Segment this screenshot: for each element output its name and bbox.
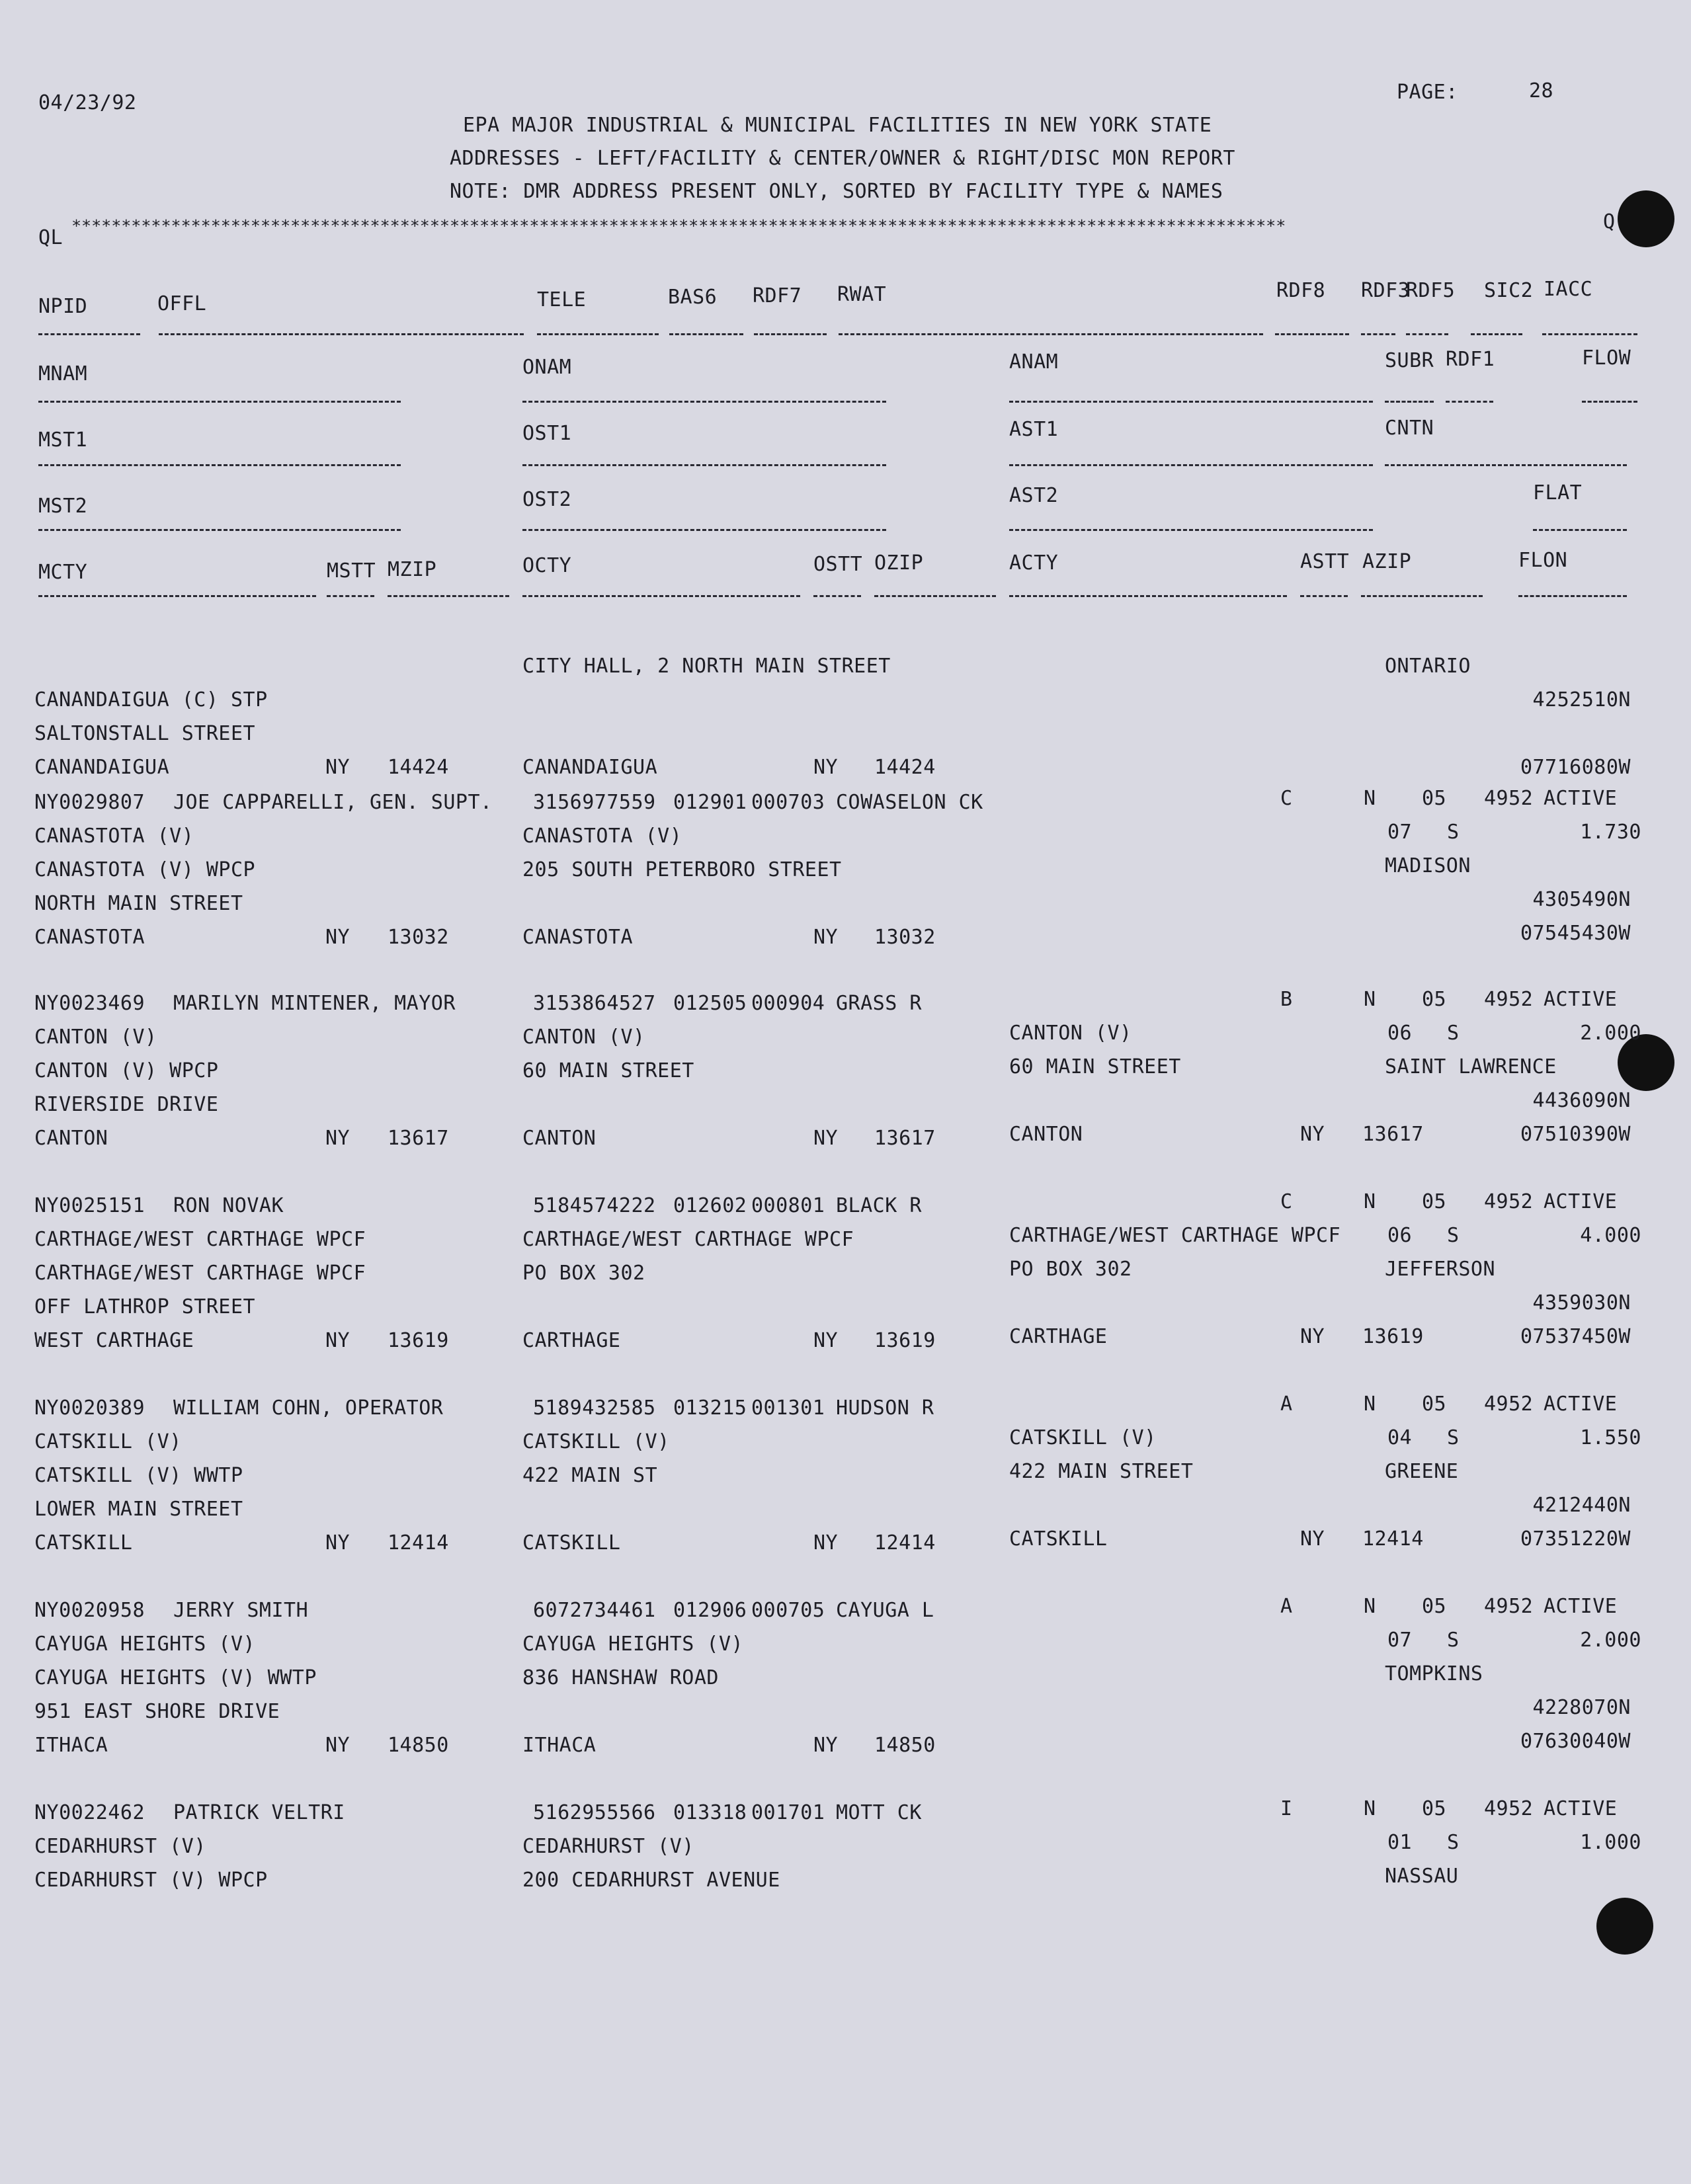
record-field-ostt: NY	[813, 926, 839, 949]
record-field-ostt: NY	[813, 1734, 839, 1757]
record-field-npid: NY0025151	[34, 1194, 145, 1217]
column-header-mnam: MNAM	[38, 362, 88, 385]
column-header-subr: SUBR	[1385, 349, 1434, 372]
header-underline-rule	[1533, 529, 1627, 531]
record-field-mzip: 13032	[388, 926, 449, 949]
column-header-onam: ONAM	[522, 356, 572, 379]
record-field-mcty: ITHACA	[34, 1734, 108, 1757]
header-underline-rule	[1406, 333, 1448, 335]
record-field-azip: 13617	[1362, 1123, 1424, 1146]
header-underline-rule	[38, 595, 316, 597]
record-field-mnam: CEDARHURST (V)	[34, 1835, 206, 1858]
report-title-line-2: ADDRESSES - LEFT/FACILITY & CENTER/OWNER & RIGHT/DISC MON REPORT	[450, 147, 1235, 170]
header-underline-rule	[1009, 464, 1373, 466]
record-field-mstt: NY	[325, 756, 351, 779]
record-field-acty: CANTON	[1009, 1123, 1083, 1146]
header-underline-rule	[1385, 464, 1627, 466]
record-field-sic2: 4952	[1484, 1190, 1534, 1213]
header-underline-rule	[388, 595, 509, 597]
record-field-rdf5: 05	[1422, 1393, 1447, 1416]
report-date: 04/23/92	[38, 91, 137, 114]
record-field-onam: CATSKILL (V)	[522, 1430, 670, 1453]
record-field-ozip: 13617	[874, 1127, 936, 1150]
record-field-rdf1: S	[1447, 821, 1460, 844]
record-field-mst2: 951 EAST SHORE DRIVE	[34, 1700, 280, 1723]
record-field-mst2: NORTH MAIN STREET	[34, 892, 243, 915]
header-underline-rule	[1009, 529, 1373, 531]
record-field-iacc: ACTIVE	[1544, 1393, 1618, 1416]
record-field-mst2: LOWER MAIN STREET	[34, 1498, 243, 1521]
record-field-cntn: TOMPKINS	[1385, 1662, 1483, 1685]
header-underline-rule	[1361, 595, 1483, 597]
record-field-rdf8: C	[1280, 1190, 1293, 1213]
column-header-ostt: OSTT	[813, 553, 863, 576]
record-field-rdf7: 001701	[751, 1801, 825, 1824]
record-field-ostt: NY	[813, 1329, 839, 1352]
header-underline-rule	[38, 401, 401, 403]
column-header-flon: FLON	[1518, 549, 1568, 572]
header-underline-rule	[522, 464, 886, 466]
column-header-mcty: MCTY	[38, 561, 88, 584]
record-field-mst1: CAYUGA HEIGHTS (V) WWTP	[34, 1666, 317, 1689]
record-field-mnam: CATSKILL (V)	[34, 1430, 182, 1453]
record-field-bas6: 012901	[673, 791, 747, 814]
ql-star-rule: **************************************************************************************************************************	[71, 216, 1286, 235]
record-field-mstt: NY	[325, 926, 351, 949]
column-header-anam: ANAM	[1009, 350, 1059, 374]
header-underline-rule	[1582, 401, 1637, 403]
record-field-npid: NY0022462	[34, 1801, 145, 1824]
record-field-flon: 07510390W	[1520, 1123, 1631, 1146]
record-field-mstt: NY	[325, 1734, 351, 1757]
record-field-bas6: 013318	[673, 1801, 747, 1824]
record-field-mzip: 13619	[388, 1329, 449, 1352]
record-field-rdf1: S	[1447, 1426, 1460, 1449]
record-field-azip: 13619	[1362, 1325, 1424, 1348]
header-underline-rule	[522, 401, 886, 403]
record-field-iacc: ACTIVE	[1544, 787, 1618, 810]
record-field-mcty: CANANDAIGUA	[34, 756, 170, 779]
record-field-ozip: 13619	[874, 1329, 936, 1352]
record-field-onam: CARTHAGE/WEST CARTHAGE WPCF	[522, 1228, 854, 1251]
record-field-rdf3: N	[1364, 1595, 1376, 1618]
record-field-rdf8: I	[1280, 1797, 1293, 1820]
record-field-tele: 3153864527	[533, 992, 656, 1015]
record-field-tele: 5162955566	[533, 1801, 656, 1824]
record-field-cntn: JEFFERSON	[1385, 1258, 1496, 1281]
record-field-flon: 07351220W	[1520, 1527, 1631, 1551]
header-underline-rule	[38, 464, 401, 466]
record-field-rdf7: 000904	[751, 992, 825, 1015]
punch-hole-top	[1618, 190, 1674, 247]
record-field-flat: 4436090N	[1532, 1089, 1631, 1112]
header-underline-rule	[1446, 401, 1493, 403]
record-field-octy: ITHACA	[522, 1734, 597, 1757]
record-field-flon: 07545430W	[1520, 922, 1631, 945]
record-field-mzip: 12414	[388, 1531, 449, 1555]
record-field-rdf8: A	[1280, 1595, 1293, 1618]
header-underline-rule	[874, 595, 996, 597]
record-field-mst1: CANANDAIGUA (C) STP	[34, 688, 268, 711]
record-field-rdf1: S	[1447, 1022, 1460, 1045]
record-field-rdf7: 000703	[751, 791, 825, 814]
record-field-ozip: 12414	[874, 1531, 936, 1555]
record-field-npid: NY0029807	[34, 791, 145, 814]
column-header-mst1: MST1	[38, 428, 88, 452]
record-field-rdf5: 05	[1422, 1797, 1447, 1820]
record-field-mstt: NY	[325, 1127, 351, 1150]
column-header-flat: FLAT	[1533, 481, 1583, 505]
record-field-flow: 1.730	[1580, 821, 1641, 844]
column-header-offl: OFFL	[157, 292, 207, 315]
header-underline-rule	[38, 333, 140, 335]
record-field-flow: 2.000	[1580, 1022, 1641, 1045]
record-field-subr: 07	[1387, 821, 1413, 844]
column-header-cntn: CNTN	[1385, 417, 1434, 440]
header-underline-rule	[537, 333, 659, 335]
record-field-flat: 4305490N	[1532, 888, 1631, 911]
record-field-cntn: GREENE	[1385, 1460, 1459, 1483]
column-header-ozip: OZIP	[874, 551, 924, 575]
record-field-mcty: WEST CARTHAGE	[34, 1329, 194, 1352]
record-field-astt: NY	[1300, 1123, 1325, 1146]
record-field-subr: 06	[1387, 1022, 1413, 1045]
record-field-mst1: CARTHAGE/WEST CARTHAGE WPCF	[34, 1262, 366, 1285]
record-field-rwat: CAYUGA L	[836, 1599, 934, 1622]
header-underline-rule	[1471, 333, 1522, 335]
record-field-npid: NY0020389	[34, 1396, 145, 1420]
record-field-flat: 4228070N	[1532, 1696, 1631, 1719]
record-field-iacc: ACTIVE	[1544, 1595, 1618, 1618]
record-field-onam: CITY HALL, 2 NORTH MAIN STREET	[522, 655, 891, 678]
record-field-onam: CEDARHURST (V)	[522, 1835, 694, 1858]
record-field-rdf7: 001301	[751, 1396, 825, 1420]
header-underline-rule	[1361, 333, 1395, 335]
record-field-mstt: NY	[325, 1531, 351, 1555]
page-number: 28	[1529, 79, 1554, 102]
record-field-subr: 01	[1387, 1831, 1413, 1854]
record-field-mcty: CATSKILL	[34, 1531, 133, 1555]
record-field-mcty: CANTON	[34, 1127, 108, 1150]
record-field-rdf3: N	[1364, 1393, 1376, 1416]
record-field-bas6: 012906	[673, 1599, 747, 1622]
record-field-ozip: 14850	[874, 1734, 936, 1757]
record-field-rdf3: N	[1364, 1190, 1376, 1213]
record-field-flon: 07630040W	[1520, 1730, 1631, 1753]
punch-hole-bottom	[1596, 1898, 1653, 1955]
record-field-mst1: CEDARHURST (V) WPCP	[34, 1869, 268, 1892]
record-field-rdf1: S	[1447, 1831, 1460, 1854]
record-field-ost1: 836 HANSHAW ROAD	[522, 1666, 719, 1689]
record-field-mnam: CAYUGA HEIGHTS (V)	[34, 1633, 256, 1656]
header-underline-rule	[522, 529, 886, 531]
record-field-rwat: GRASS R	[836, 992, 922, 1015]
record-field-flon: 07537450W	[1520, 1325, 1631, 1348]
record-field-flow: 2.000	[1580, 1629, 1641, 1652]
column-header-rdf5: RDF5	[1406, 279, 1456, 302]
record-field-rdf8: A	[1280, 1393, 1293, 1416]
record-field-onam: CANASTOTA (V)	[522, 825, 682, 848]
record-field-mst1: CATSKILL (V) WWTP	[34, 1464, 243, 1487]
record-field-subr: 06	[1387, 1224, 1413, 1247]
header-underline-rule	[522, 595, 800, 597]
record-field-ost1: 422 MAIN ST	[522, 1464, 658, 1487]
record-field-sic2: 4952	[1484, 1595, 1534, 1618]
record-field-rdf3: N	[1364, 988, 1376, 1011]
header-underline-rule	[1009, 595, 1287, 597]
record-field-offl: RON NOVAK	[173, 1194, 284, 1217]
record-field-tele: 5189432585	[533, 1396, 656, 1420]
column-header-mstt: MSTT	[327, 559, 376, 583]
record-field-sic2: 4952	[1484, 787, 1534, 810]
record-field-rwat: BLACK R	[836, 1194, 922, 1217]
record-field-flow: 1.000	[1580, 1831, 1641, 1854]
record-field-mst1: CANTON (V) WPCP	[34, 1059, 219, 1082]
header-underline-rule	[159, 333, 524, 335]
record-field-mzip: 14424	[388, 756, 449, 779]
record-field-offl: JERRY SMITH	[173, 1599, 309, 1622]
column-header-octy: OCTY	[522, 554, 572, 577]
record-field-iacc: ACTIVE	[1544, 1190, 1618, 1213]
record-field-octy: CANASTOTA	[522, 926, 634, 949]
record-field-mcty: CANASTOTA	[34, 926, 145, 949]
record-field-rdf3: N	[1364, 787, 1376, 810]
header-underline-rule	[1009, 401, 1373, 403]
column-header-rdf8: RDF8	[1276, 279, 1326, 302]
record-field-onam: CANTON (V)	[522, 1026, 645, 1049]
record-field-cntn: ONTARIO	[1385, 655, 1471, 678]
record-field-iacc: ACTIVE	[1544, 1797, 1618, 1820]
record-field-acty: CATSKILL	[1009, 1527, 1108, 1551]
column-header-ast2: AST2	[1009, 484, 1059, 507]
record-field-ast1: 60 MAIN STREET	[1009, 1055, 1181, 1078]
record-field-offl: MARILYN MINTENER, MAYOR	[173, 992, 456, 1015]
record-field-tele: 5184574222	[533, 1194, 656, 1217]
ql-left-marker: QL	[38, 226, 63, 249]
column-header-tele: TELE	[537, 288, 587, 311]
header-underline-rule	[1518, 595, 1627, 597]
record-field-rdf5: 05	[1422, 1190, 1447, 1213]
record-field-subr: 07	[1387, 1629, 1413, 1652]
record-field-mnam: CANTON (V)	[34, 1026, 157, 1049]
record-field-mzip: 14850	[388, 1734, 449, 1757]
record-field-rdf7: 000801	[751, 1194, 825, 1217]
record-field-octy: CANANDAIGUA	[522, 756, 658, 779]
record-field-cntn: NASSAU	[1385, 1865, 1459, 1888]
record-field-ostt: NY	[813, 1127, 839, 1150]
record-field-mst2: OFF LATHROP STREET	[34, 1295, 256, 1318]
record-field-offl: WILLIAM COHN, OPERATOR	[173, 1396, 444, 1420]
header-underline-rule	[669, 333, 743, 335]
record-field-flat: 4212440N	[1532, 1494, 1631, 1517]
record-field-rdf3: N	[1364, 1797, 1376, 1820]
column-header-acty: ACTY	[1009, 551, 1059, 575]
record-field-bas6: 013215	[673, 1396, 747, 1420]
record-field-offl: JOE CAPPARELLI, GEN. SUPT.	[173, 791, 493, 814]
record-field-rdf1: S	[1447, 1224, 1460, 1247]
record-field-rwat: MOTT CK	[836, 1801, 922, 1824]
record-field-bas6: 012505	[673, 992, 747, 1015]
record-field-mst1: CANASTOTA (V) WPCP	[34, 858, 256, 881]
record-field-ost1: 60 MAIN STREET	[522, 1059, 694, 1082]
record-field-ostt: NY	[813, 1531, 839, 1555]
record-field-cntn: SAINT LAWRENCE	[1385, 1055, 1557, 1078]
report-title-line-1: EPA MAJOR INDUSTRIAL & MUNICIPAL FACILITIES IN NEW YORK STATE	[463, 114, 1212, 137]
header-underline-rule	[1542, 333, 1637, 335]
header-underline-rule	[327, 595, 374, 597]
column-header-rdf1: RDF1	[1446, 348, 1495, 371]
record-field-ostt: NY	[813, 756, 839, 779]
record-field-mst2: RIVERSIDE DRIVE	[34, 1093, 219, 1116]
ql-right-marker: Q	[1603, 210, 1616, 233]
record-field-acty: CARTHAGE	[1009, 1325, 1108, 1348]
record-field-npid: NY0023469	[34, 992, 145, 1015]
column-header-mzip: MZIP	[388, 558, 437, 581]
column-header-mst2: MST2	[38, 495, 88, 518]
record-field-rdf5: 05	[1422, 1595, 1447, 1618]
record-field-anam: CARTHAGE/WEST CARTHAGE WPCF	[1009, 1224, 1341, 1247]
record-field-ost1: PO BOX 302	[522, 1262, 645, 1285]
record-field-astt: NY	[1300, 1325, 1325, 1348]
header-underline-rule	[813, 595, 861, 597]
record-field-subr: 04	[1387, 1426, 1413, 1449]
record-field-rdf1: S	[1447, 1629, 1460, 1652]
record-field-iacc: ACTIVE	[1544, 988, 1618, 1011]
record-field-rdf7: 000705	[751, 1599, 825, 1622]
record-field-rwat: COWASELON CK	[836, 791, 983, 814]
column-header-ost1: OST1	[522, 422, 572, 445]
record-field-octy: CATSKILL	[522, 1531, 621, 1555]
record-field-mnam: CARTHAGE/WEST CARTHAGE WPCF	[34, 1228, 366, 1251]
record-field-ozip: 14424	[874, 756, 936, 779]
record-field-ast1: PO BOX 302	[1009, 1258, 1132, 1281]
record-field-mzip: 13617	[388, 1127, 449, 1150]
column-header-rdf7: RDF7	[753, 284, 802, 307]
header-underline-rule	[1275, 333, 1349, 335]
record-field-rdf8: B	[1280, 988, 1293, 1011]
record-field-cntn: MADISON	[1385, 854, 1471, 877]
record-field-offl: PATRICK VELTRI	[173, 1801, 345, 1824]
column-header-rdf3: RDF3	[1361, 279, 1411, 302]
column-header-npid: NPID	[38, 295, 88, 318]
report-title-line-3: NOTE: DMR ADDRESS PRESENT ONLY, SORTED BY FACILITY TYPE & NAMES	[450, 180, 1223, 203]
record-field-flon: 07716080W	[1520, 756, 1631, 779]
record-field-rdf5: 05	[1422, 787, 1447, 810]
record-field-sic2: 4952	[1484, 1393, 1534, 1416]
column-header-ost2: OST2	[522, 488, 572, 511]
record-field-rwat: HUDSON R	[836, 1396, 934, 1420]
record-field-anam: CANTON (V)	[1009, 1022, 1132, 1045]
record-field-npid: NY0020958	[34, 1599, 145, 1622]
header-underline-rule	[754, 333, 827, 335]
record-field-anam: CATSKILL (V)	[1009, 1426, 1157, 1449]
page-label: PAGE:	[1397, 81, 1458, 104]
record-field-rdf5: 05	[1422, 988, 1447, 1011]
column-header-ast1: AST1	[1009, 418, 1059, 441]
header-underline-rule	[1300, 595, 1348, 597]
record-field-mstt: NY	[325, 1329, 351, 1352]
record-field-ast1: 422 MAIN STREET	[1009, 1460, 1194, 1483]
column-header-rwat: RWAT	[837, 283, 887, 306]
record-field-mnam: CANASTOTA (V)	[34, 825, 194, 848]
record-field-azip: 12414	[1362, 1527, 1424, 1551]
record-field-ost1: 205 SOUTH PETERBORO STREET	[522, 858, 842, 881]
header-underline-rule	[38, 529, 401, 531]
record-field-ost1: 200 CEDARHURST AVENUE	[522, 1869, 780, 1892]
record-field-sic2: 4952	[1484, 1797, 1534, 1820]
record-field-sic2: 4952	[1484, 988, 1534, 1011]
record-field-rdf8: C	[1280, 787, 1293, 810]
header-underline-rule	[839, 333, 1263, 335]
record-field-flat: 4252510N	[1532, 688, 1631, 711]
record-field-octy: CARTHAGE	[522, 1329, 621, 1352]
record-field-astt: NY	[1300, 1527, 1325, 1551]
record-field-flow: 4.000	[1580, 1224, 1641, 1247]
record-field-octy: CANTON	[522, 1127, 597, 1150]
header-underline-rule	[1385, 401, 1434, 403]
column-header-astt: ASTT	[1300, 550, 1350, 573]
record-field-flat: 4359030N	[1532, 1291, 1631, 1314]
column-header-bas6: BAS6	[668, 286, 718, 309]
record-field-tele: 6072734461	[533, 1599, 656, 1622]
record-field-mst2: SALTONSTALL STREET	[34, 722, 256, 745]
record-field-ozip: 13032	[874, 926, 936, 949]
record-field-flow: 1.550	[1580, 1426, 1641, 1449]
column-header-iacc: IACC	[1544, 278, 1593, 301]
record-field-bas6: 012602	[673, 1194, 747, 1217]
column-header-sic2: SIC2	[1484, 279, 1534, 302]
column-header-azip: AZIP	[1362, 550, 1412, 573]
record-field-tele: 3156977559	[533, 791, 656, 814]
record-field-onam: CAYUGA HEIGHTS (V)	[522, 1633, 744, 1656]
column-header-flow: FLOW	[1582, 346, 1631, 370]
